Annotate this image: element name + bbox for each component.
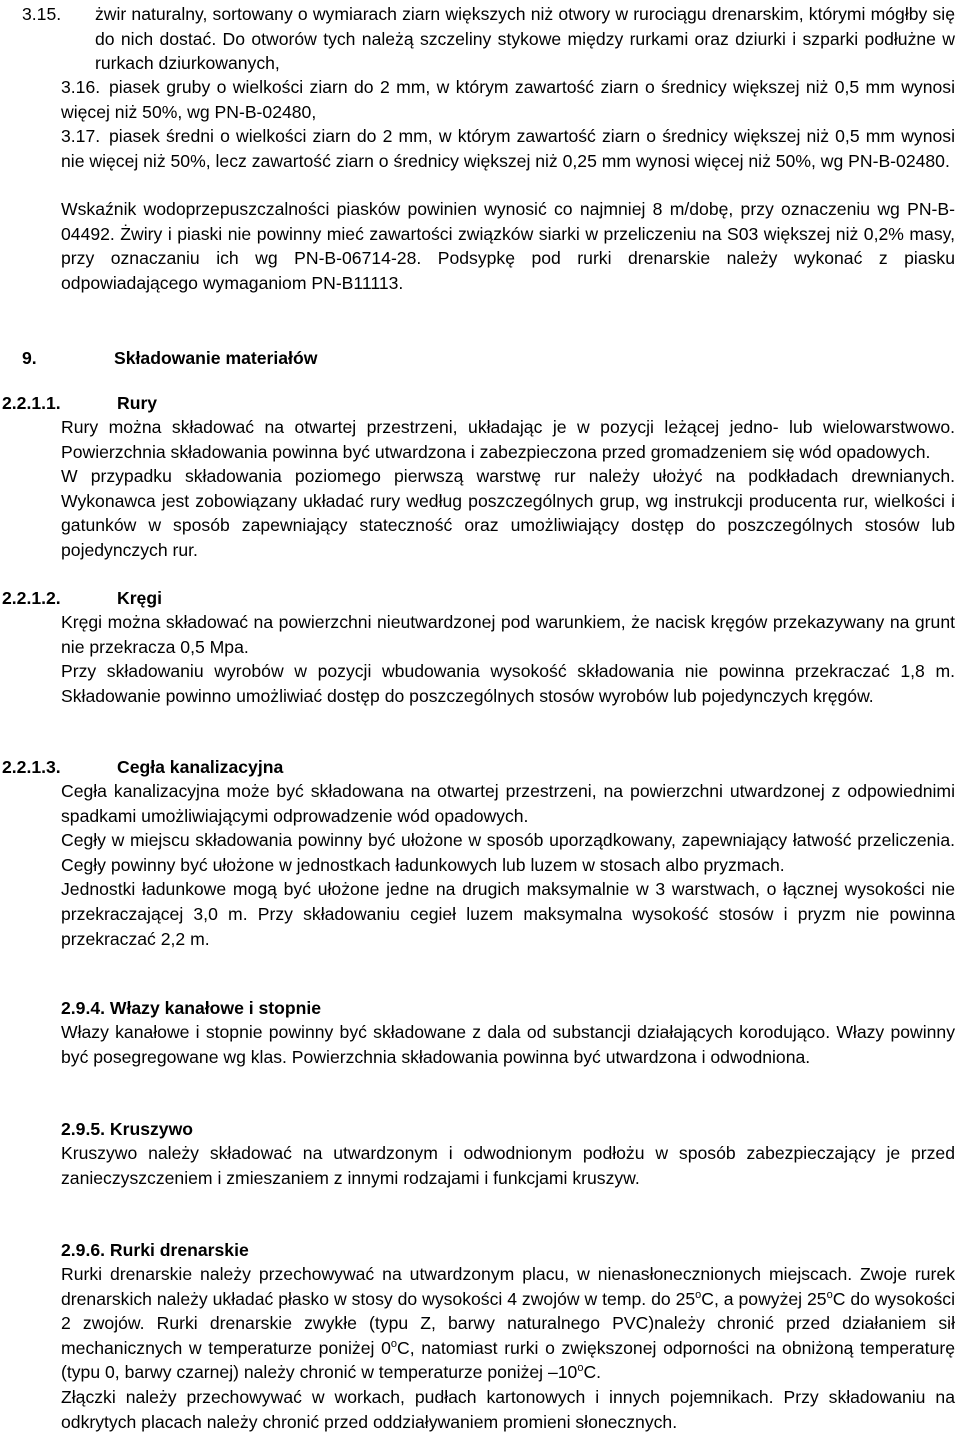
subsection-number: 2.2.1.1. xyxy=(2,393,61,413)
paragraph: Wskaźnik wodoprzepuszczalności piasków powinien wynosić co najmniej 8 m/dobę, przy oznaczeniu wg PN-B-04492. Żwiry i piaski nie powinny mieć zawartości związków siarki w przeliczeniu na S03 większej niż 0,2% masy, przy oznaczaniu ich wg PN-B-06714-28. Podsypkę pod rurki drenarskie należy wykonać z piasku odpowiadającego wymaganiom PN-B11113. xyxy=(61,199,955,293)
paragraph: Przy składowaniu wyrobów w pozycji wbudowania wysokość składowania nie powinna przekraczać 1,8 m. Składowanie powinno umożliwiać dostęp do poszczególnych stosów wyrobów lub pojedynczych kręgów. xyxy=(61,661,955,706)
subsection-title: 2.9.6. Rurki drenarskie xyxy=(61,1240,249,1260)
list-item-text: piasek średni o wielkości ziarn do 2 mm, w którym zawartość ziarn o średnicy większej niż 0,5 mm wynosi nie więcej niż 50%, lecz zawartość ziarn o średnicy większej niż 0,25 mm wynosi więcej niż 50%, wg PN-B-02480. xyxy=(61,126,955,171)
paragraph: Jednostki ładunkowe mogą być ułożone jedne na drugich maksymalnie w 3 warstwach, o łącznej wysokości nie przekraczającej 3,0 m. Przy składowaniu cegieł luzem maksymalna wysokość stosów i pryzm nie powinna przekraczać 2,2 m. xyxy=(61,879,955,949)
list-item-text: żwir naturalny, sortowany o wymiarach ziarn większych niż otwory w rurociągu drenarskim, którymi mógłby się do nich dostać. Do otworów tych należą szczeliny stykowe między rurkami oraz dziurki i szparki podłużne w rurkach dziurkowanych, xyxy=(95,4,955,74)
subsection-title: 2.9.4. Włazy kanałowe i stopnie xyxy=(61,998,322,1018)
paragraph: Rury można składować na otwartej przestrzeni, układając je w pozycji leżącej jedno- lub wielowarstwowo. Powierzchnia składowania powinna być utwardzona i zabezpieczona przed gromadzeniem się wód opadowych. xyxy=(61,417,955,462)
degree-symbol: o xyxy=(695,1288,702,1301)
paragraph: Rurki drenarskie należy przechowywać na utwardzonym placu, w nienasłonecznionych miejscach. Zwoje rurek drenarskich należy układać płasko w stosy do wysokości 4 zwojów w temp. do 25$^o$C, a powyżej 25$^o$C do wysokości 2 zwojów. Rurki drenarskie zwykłe (typu Z, barwy naturalnego PVC)należy chronić przed działaniem sił mechanicznych w temperaturze poniżej 0$^o$C, natomiast rurki o zwiększonej odporności na obniżoną temperaturę (typu 0, barwy czarnej) należy chronić w temperaturze poniżej –10$^o$C. xyxy=(61,1264,955,1383)
list-item-number: 3.17. xyxy=(61,126,101,146)
degree-symbol: o xyxy=(390,1337,397,1350)
paragraph: Włazy kanałowe i stopnie powinny być składowane z dala od substancji działających korodująco. Włazy powinny być posegregowane wg klas. Powierzchnia składowania powinna być utwardzona i odwodniona. xyxy=(61,1022,955,1067)
subsection-number: 2.2.1.3. xyxy=(2,757,61,777)
subsection-title: 2.9.5. Kruszywo xyxy=(61,1119,194,1139)
subsection-number: 2.2.1.2. xyxy=(2,588,61,608)
list-item-number: 3.15. xyxy=(22,4,62,24)
degree-symbol: o xyxy=(577,1362,584,1375)
paragraph: Cegły w miejscu składowania powinny być ułożone w sposób uporządkowany, zapewniający łatwość przeliczenia. Cegły powinny być ułożone w jednostkach ładunkowych lub luzem w stosach albo pryzmach. xyxy=(61,830,955,875)
list-item-text: piasek gruby o wielkości ziarn do 2 mm, w którym zawartość ziarn o średnicy większej niż 0,5 mm wynosi więcej niż 50%, wg PN-B-02480, xyxy=(61,77,955,122)
paragraph: Kręgi można składować na powierzchni nieutwardzonej pod warunkiem, że nacisk kręgów przekazywany na grunt nie przekracza 0,5 Mpa. xyxy=(61,612,955,657)
degree-symbol: o xyxy=(826,1288,833,1301)
paragraph: Cegła kanalizacyjna może być składowana na otwartej przestrzeni, na powierzchni utwardzonej z odpowiednimi spadkami umożliwiającymi odprowadzenie wód opadowych. xyxy=(61,781,955,826)
subsection-title: Kręgi xyxy=(117,588,162,608)
section-number: 9. xyxy=(22,348,37,368)
paragraph: W przypadku składowania poziomego pierwszą warstwę rur należy ułożyć na podkładach drewnianych. Wykonawca jest zobowiązany układać rury według poszczególnych grup, wg instrukcji producenta rur, wielkości i gatunków w sposób zapewniający stateczność oraz umożliwiający dostęp do poszczególnych stosów lub pojedynczych rur. xyxy=(61,466,955,560)
paragraph: Kruszywo należy składować na utwardzonym i odwodnionym podłożu w sposób zabezpieczający je przed zanieczyszczeniem i zmieszaniem z innymi rodzajami i funkcjami kruszyw. xyxy=(61,1143,955,1188)
section-title: Składowanie materiałów xyxy=(114,348,318,368)
subsection-title: Rury xyxy=(117,393,158,413)
subsection-title: Cegła kanalizacyjna xyxy=(117,757,284,777)
list-item-number: 3.16. xyxy=(61,77,101,97)
paragraph: Złączki należy przechowywać w workach, pudłach kartonowych i innych pojemnikach. Przy składowaniu na odkrytych placach należy chronić przed oddziaływaniem promieni słonecznych. xyxy=(61,1386,955,1432)
